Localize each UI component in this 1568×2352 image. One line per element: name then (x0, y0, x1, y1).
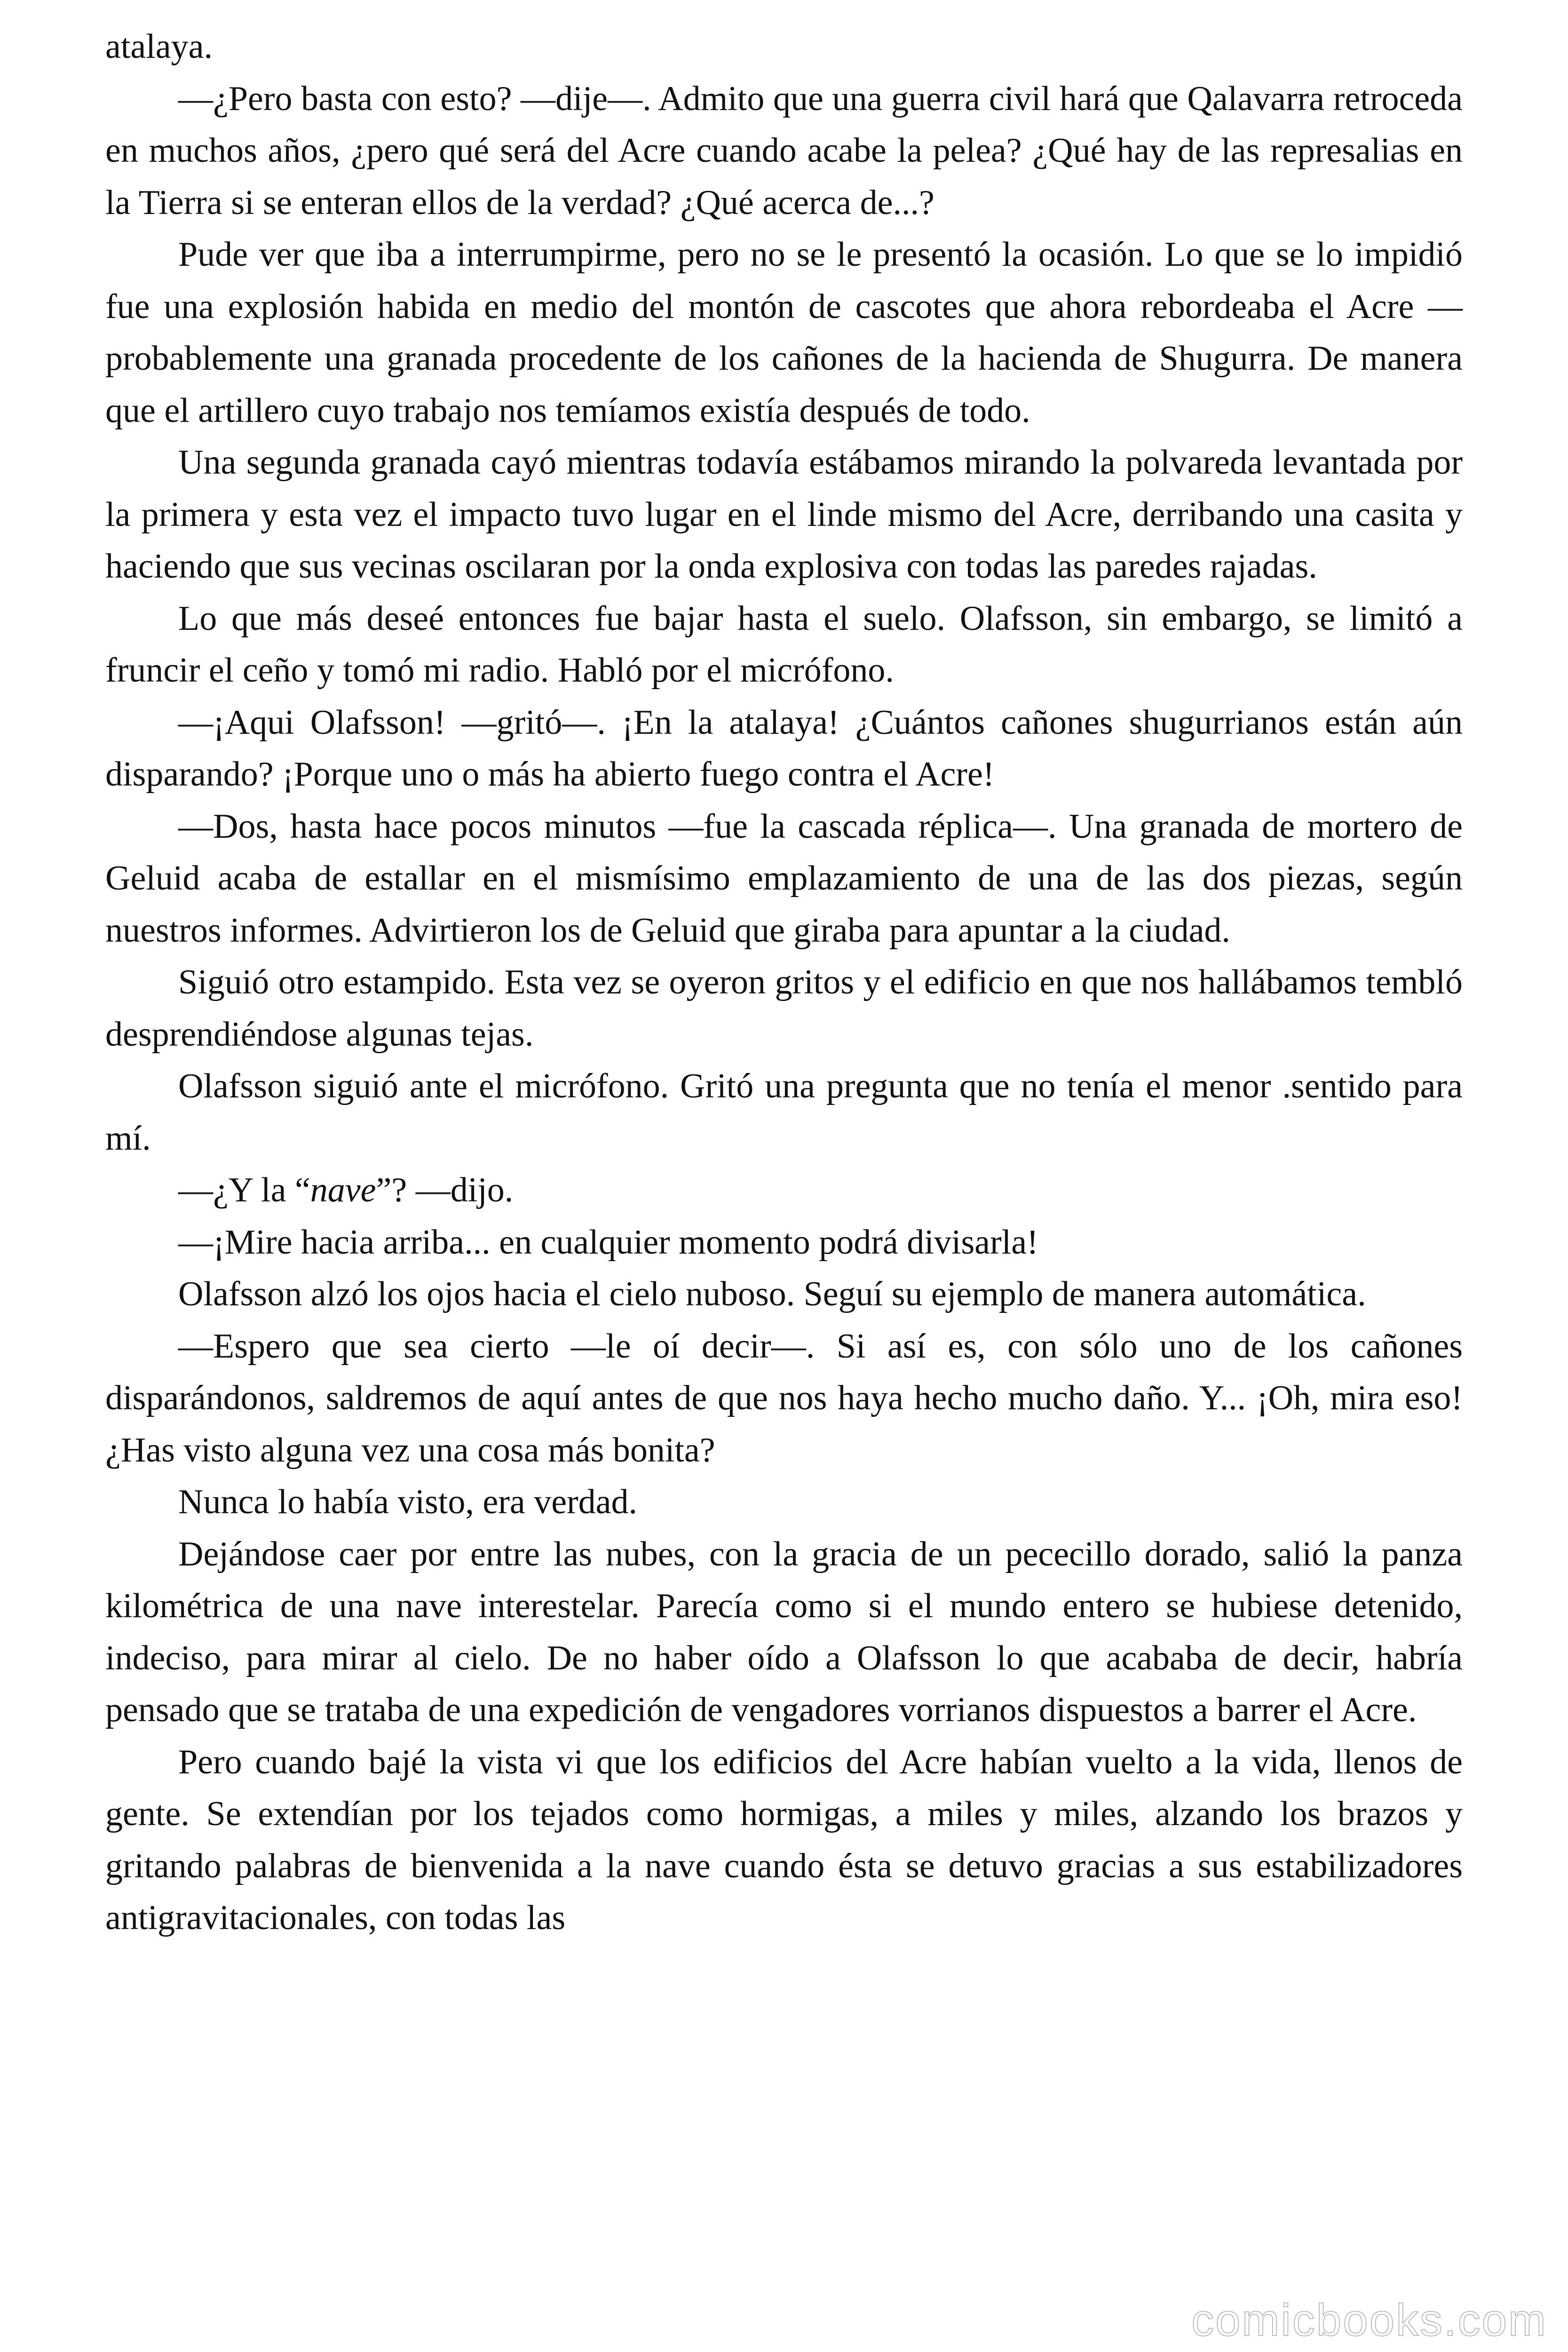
paragraph: —Espero que sea cierto —le oí decir—. Si así es, con sólo uno de los cañones disparándonos, saldremos de aquí antes de que nos haya hecho mucho daño. Y... ¡Oh, mira eso! ¿Has visto alguna vez una cosa más bonita? (105, 1327, 1463, 1470)
paragraph: Dejándose caer por entre las nubes, con la gracia de un pececillo dorado, salió la panza kilométrica de una nave interestelar. Parecía como si el mundo entero se hubiese detenido, indeciso, para mirar al cielo. De no haber oído a Olafsson lo que acababa de decir, habría pensado que se trataba de una expedición de vengadores vorrianos dispuestos a barrer el Acre. (105, 1534, 1463, 1729)
paragraph: Pero cuando bajé la vista vi que los edificios del Acre habían vuelto a la vida, llenos de gente. Se extendían por los tejados como hormigas, a miles y miles, alzando los brazos y gritando palabras de bienvenida a la nave cuando ésta se detuvo gracias a sus estabilizadores antigravitacionales, con todas las (105, 1742, 1463, 1937)
paragraph: atalaya. (105, 27, 213, 66)
paragraph: Olafsson siguió ante el micrófono. Gritó una pregunta que no tenía el menor .sentido para mí. (105, 1067, 1463, 1158)
quote-prefix: —¿Y la “ (178, 1171, 310, 1209)
quote-paragraph (105, 1164, 1463, 1216)
paragraph: —¡Mire hacia arriba... en cualquier momento podrá divisarla! (178, 1223, 1038, 1262)
quote-suffix: ”? —dijo. (376, 1171, 514, 1209)
paragraph: —¡Aqui Olafsson! —gritó—. ¡En la atalaya! ¿Cuántos cañones shugurrianos están aún disparando? ¡Porque uno o más ha abierto fuego contra el Acre! (105, 703, 1463, 794)
paragraph: Siguió otro estampido. Esta vez se oyeron gritos y el edificio en que nos hallábamos tembló desprendiéndose algunas tejas. (105, 963, 1463, 1054)
paragraph: Olafsson alzó los ojos hacia el cielo nuboso. Seguí su ejemplo de manera automática. (178, 1275, 1366, 1313)
paragraph: —Dos, hasta hace pocos minutos —fue la cascada réplica—. Una granada de mortero de Geluid acaba de estallar en el mismísimo emplazamiento de una de las dos piezas, según nuestros informes. Advirtieron los de Geluid que giraba para apuntar a la ciudad. (105, 807, 1463, 950)
paragraph: —¿Pero basta con esto? —dije—. Admito que una guerra civil hará que Qalavarra retroceda en muchos años, ¿pero qué será del Acre cuando acabe la pelea? ¿Qué hay de las represalias en la Tierra si se enteran ellos de la verdad? ¿Qué acerca de...? (105, 79, 1463, 222)
paragraph: Nunca lo había visto, era verdad. (178, 1483, 638, 1521)
paragraph: Una segunda granada cayó mientras todavía estábamos mirando la polvareda levantada por la primera y esta vez el impacto tuvo lugar en el linde mismo del Acre, derribando una casita y haciendo que sus vecinas oscilaran por la onda explosiva con todas las paredes rajadas. (105, 443, 1463, 586)
quote-italic-word: nave (310, 1171, 376, 1209)
paragraph: Lo que más deseé entonces fue bajar hasta el suelo. Olafsson, sin embargo, se limitó a fruncir el ceño y tomó mi radio. Habló por el micrófono. (105, 599, 1463, 690)
page-text (105, 21, 1463, 1944)
watermark: comicbooks.com (1191, 2295, 1547, 2345)
paragraph: Pude ver que iba a interrumpirme, pero no se le presentó la ocasión. Lo que se lo impidió fue una explosión habida en medio del montón de cascotes que ahora rebordeaba el Acre —probablemente una granada procedente de los cañones de la hacienda de Shugurra. De manera que el artillero cuyo trabajo nos temíamos existía después de todo. (105, 235, 1463, 430)
